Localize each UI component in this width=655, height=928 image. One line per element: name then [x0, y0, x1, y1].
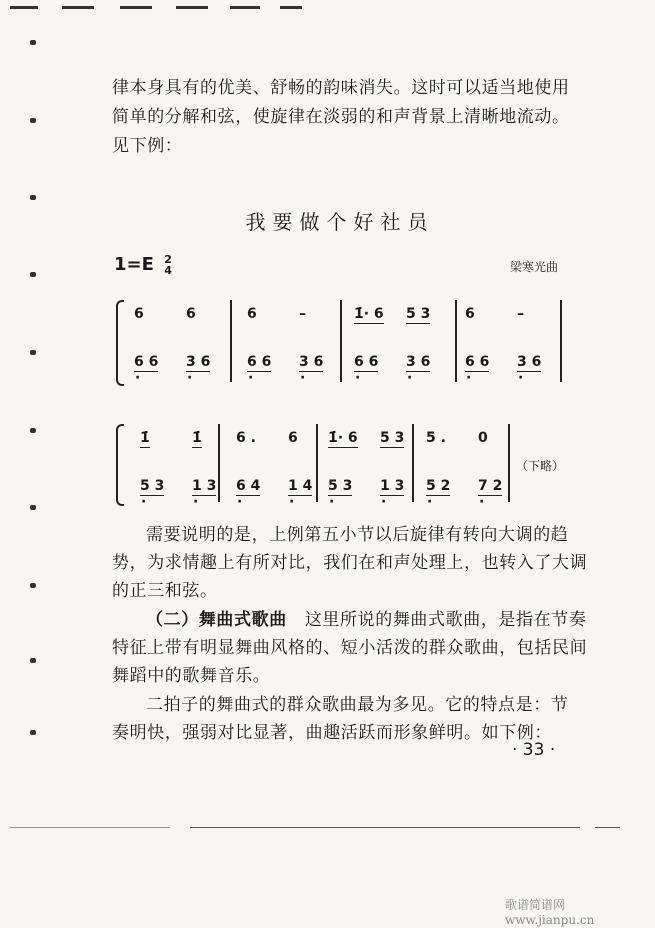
binding-hole-mark — [30, 350, 36, 355]
beat — [328, 478, 380, 494]
scan-mark — [62, 6, 94, 9]
binding-hole-mark — [30, 505, 36, 510]
system-brace — [116, 300, 124, 386]
beat — [406, 306, 458, 322]
beat — [140, 478, 192, 494]
time-bottom: 4 — [164, 264, 172, 277]
note-group: 1̇· 6 — [328, 430, 358, 446]
beat — [247, 354, 299, 370]
note-group: 6 — [288, 430, 298, 446]
note-group: 1̇ — [192, 430, 202, 446]
note-group: – — [517, 306, 524, 322]
beat — [478, 430, 530, 446]
note-group: 1̇ — [140, 430, 150, 446]
beat — [247, 306, 299, 322]
binding-hole-mark — [30, 658, 36, 663]
key-signature — [114, 254, 172, 276]
note-group: 1̇· 6 — [354, 306, 384, 322]
song-title: 我要做个好社员 — [245, 210, 435, 234]
section-heading: （二）舞曲式歌曲 — [146, 610, 287, 630]
beat — [465, 306, 517, 322]
note-group: 5 3 — [406, 306, 431, 322]
note-group: 6 6 · — [354, 354, 378, 372]
lower-voice-measure — [426, 478, 530, 494]
beat — [134, 354, 186, 370]
scan-mark — [120, 6, 152, 9]
note-group: 6 6 · — [465, 354, 489, 372]
note-group: 5 . — [426, 430, 446, 446]
watermark: 歌谱简谱网 www.jianpu.cn — [505, 898, 595, 927]
beat — [478, 478, 530, 494]
note-group: 6 — [134, 306, 144, 322]
binding-hole-mark — [30, 272, 36, 277]
beat — [517, 354, 569, 370]
note-group: 1 3 · — [380, 478, 404, 496]
upper-voice-measure — [140, 430, 244, 446]
note-group: 7 2 · — [478, 478, 502, 496]
binding-hole-mark — [30, 730, 36, 735]
lower-voice-measure — [354, 354, 458, 370]
body-text-line: 势，为求情趣上有所对比，我们在和声处理上，也转入了大调 — [112, 553, 588, 573]
body-text-line: 的正三和弦。 — [112, 581, 218, 601]
note-group: 0 — [478, 430, 488, 446]
note-group: 5 2 · — [426, 478, 450, 496]
beat — [299, 306, 351, 322]
body-text-line: 特征上带有明显舞曲风格的、短小活泼的群众歌曲，包括民间 — [112, 638, 588, 658]
scan-mark — [280, 6, 302, 9]
beat — [380, 478, 432, 494]
section-text: 这里所说的舞曲式歌曲，是指在节奏 — [304, 610, 587, 630]
note-group: 3 6 · — [186, 354, 210, 372]
upper-voice-measure — [236, 430, 340, 446]
time-signature — [164, 254, 172, 276]
binding-hole-mark — [30, 40, 36, 45]
note-group: 6 — [247, 306, 257, 322]
lower-voice-measure — [236, 478, 340, 494]
beat — [186, 354, 238, 370]
note-group: 3 6 · — [299, 354, 323, 372]
lower-voice-measure — [140, 478, 244, 494]
binding-hole-mark — [30, 118, 36, 123]
scan-mark — [10, 6, 38, 9]
upper-voice-measure — [134, 306, 238, 322]
beat — [134, 306, 186, 322]
binding-hole-mark — [30, 428, 36, 433]
upper-voice-measure — [426, 430, 530, 446]
time-top: 2 — [164, 253, 172, 266]
beat — [426, 478, 478, 494]
omitted-label: （下略） — [516, 459, 565, 473]
footer-rule — [190, 827, 580, 828]
beat — [236, 478, 288, 494]
body-text-line — [146, 606, 616, 634]
note-group: – — [299, 306, 306, 322]
beat — [426, 430, 478, 446]
note-group: 1 3 · — [192, 478, 216, 496]
note-group: 5 3 · — [328, 478, 352, 496]
body-text-line: 二拍子的舞曲式的群众歌曲最为多见。它的特点是：节 — [146, 695, 569, 715]
page-number: · 33 · — [512, 740, 556, 760]
note-group: 5 3 — [380, 430, 405, 446]
lower-voice-measure — [465, 354, 569, 370]
note-group: 6 4 · — [236, 478, 260, 496]
note-group: 6 — [465, 306, 475, 322]
beat — [236, 430, 288, 446]
beat — [328, 430, 380, 446]
binding-hole-mark — [30, 195, 36, 200]
beat — [380, 430, 432, 446]
note-group: 6 6 · — [134, 354, 158, 372]
note-group: 3 6 · — [406, 354, 430, 372]
note-group: 6 6 · — [247, 354, 271, 372]
beat — [465, 354, 517, 370]
binding-hole-mark — [30, 583, 36, 588]
footer-rule — [10, 827, 170, 828]
beat — [140, 430, 192, 446]
note-group: 6 — [186, 306, 196, 322]
note-group: 3 6 · — [517, 354, 541, 372]
scan-mark — [230, 6, 260, 9]
beat — [299, 354, 351, 370]
beat — [354, 354, 406, 370]
upper-voice-measure — [247, 306, 351, 322]
note-group: 5 3 · — [140, 478, 164, 496]
system-brace — [116, 424, 124, 506]
lower-voice-measure — [247, 354, 351, 370]
upper-voice-measure — [465, 306, 569, 322]
beat — [186, 306, 238, 322]
beat — [406, 354, 458, 370]
note-group: 1 4 · — [288, 478, 312, 496]
body-text-line: 奏明快，强弱对比显著，曲趣活跃而形象鲜明。如下例： — [112, 723, 552, 743]
body-text-line: 舞蹈中的歌舞音乐。 — [112, 666, 271, 686]
upper-voice-measure — [328, 430, 432, 446]
composer-credit: 梁寒光曲 — [510, 260, 559, 274]
lower-voice-measure — [134, 354, 238, 370]
key-label: 1=E — [114, 254, 154, 275]
beat — [517, 306, 569, 322]
body-text-line: 简单的分解和弦，使旋律在淡弱的和声背景上清晰地流动。 — [112, 107, 570, 127]
body-text-line: 需要说明的是，上例第五小节以后旋律有转向大调的趋 — [146, 525, 569, 545]
footer-rule — [595, 827, 620, 828]
body-text-line: 律本身具有的优美、舒畅的韵味消失。这时可以适当地使用 — [112, 78, 570, 98]
upper-voice-measure — [354, 306, 458, 322]
lower-voice-measure — [328, 478, 432, 494]
body-text-line: 见下例： — [112, 136, 183, 156]
scan-mark — [176, 6, 208, 9]
beat — [354, 306, 406, 322]
note-group: 6 . — [236, 430, 256, 446]
